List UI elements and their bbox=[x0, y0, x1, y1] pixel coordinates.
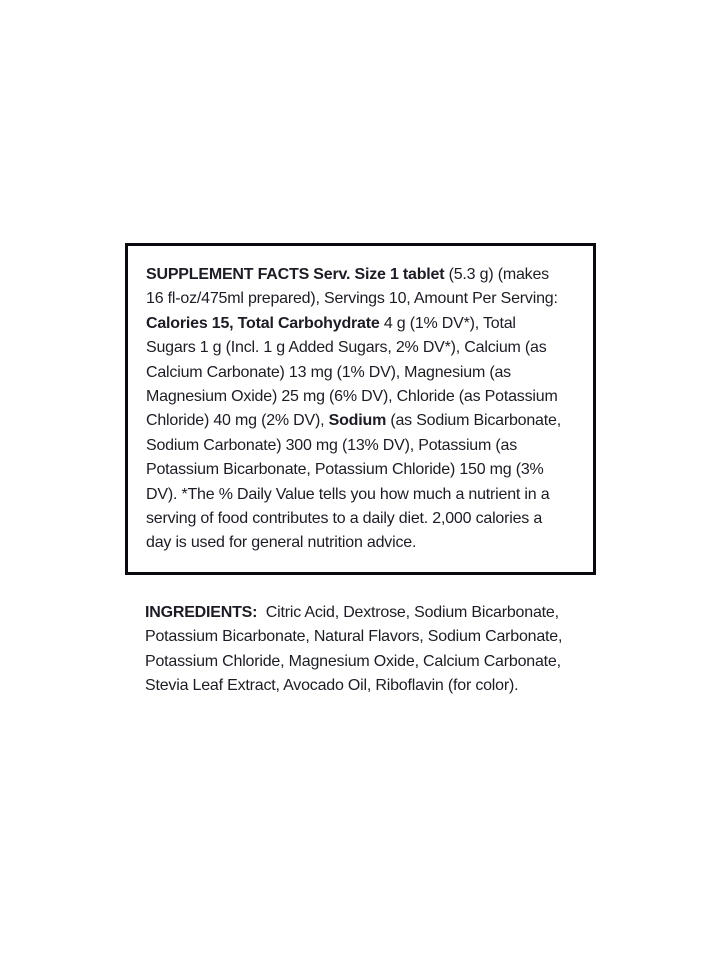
text-segment: Potassium Chloride, Magnesium Oxide, Calcium Carbonate, bbox=[145, 652, 561, 670]
text-segment: 16 fl-oz/475ml prepared), Servings 10, Amount Per Serving: bbox=[146, 290, 558, 308]
text-line bbox=[146, 263, 585, 287]
text-segment: Stevia Leaf Extract, Avocado Oil, Riboflavin (for color). bbox=[145, 677, 519, 695]
text-line bbox=[146, 483, 585, 507]
text-line bbox=[146, 336, 585, 360]
bold-text-segment: INGREDIENTS: bbox=[145, 604, 258, 621]
supplement-facts-text bbox=[146, 263, 585, 556]
text-line bbox=[145, 601, 605, 625]
text-segment: Sodium Carbonate) 300 mg (13% DV), Potassium (as bbox=[146, 436, 518, 454]
text-segment: Magnesium Oxide) 25 mg (6% DV), Chloride (as Potassium bbox=[146, 388, 558, 406]
bold-text-segment: SUPPLEMENT FACTS Serv. Size 1 tablet bbox=[146, 266, 445, 283]
text-segment: Potassium Bicarbonate, Potassium Chloride) 150 mg (3% bbox=[146, 461, 544, 479]
text-line bbox=[146, 409, 585, 433]
text-segment: 4 g (1% DV*), Total bbox=[379, 314, 516, 332]
bold-text-segment: Sodium bbox=[328, 412, 387, 430]
supplement-facts-box bbox=[125, 243, 596, 575]
ingredients-text bbox=[145, 601, 605, 699]
text-line bbox=[145, 650, 605, 674]
text-line bbox=[146, 361, 585, 385]
text-line bbox=[145, 674, 605, 698]
text-line bbox=[146, 385, 585, 409]
text-segment: (as Sodium Bicarbonate, bbox=[386, 412, 561, 430]
text-segment: (5.3 g) (makes bbox=[444, 266, 549, 283]
text-segment: Sugars 1 g (Incl. 1 g Added Sugars, 2% DV*), Calcium (as bbox=[146, 339, 547, 357]
text-line bbox=[146, 507, 585, 531]
text-segment: Citric Acid, Dextrose, Sodium Bicarbonate, bbox=[257, 604, 559, 621]
text-segment: Calcium Carbonate) 13 mg (1% DV), Magnesium (as bbox=[146, 363, 511, 381]
text-line bbox=[146, 287, 585, 311]
text-line bbox=[146, 312, 585, 336]
text-line bbox=[146, 531, 585, 555]
text-line bbox=[145, 625, 605, 649]
text-segment: Potassium Bicarbonate, Natural Flavors, Sodium Carbonate, bbox=[145, 628, 563, 646]
text-segment: DV). *The % Daily Value tells you how much a nutrient in a bbox=[146, 485, 550, 503]
text-segment: day is used for general nutrition advice. bbox=[146, 534, 417, 552]
text-line bbox=[146, 434, 585, 458]
text-segment: serving of food contributes to a daily diet. 2,000 calories a bbox=[146, 510, 543, 528]
text-line bbox=[146, 458, 585, 482]
text-segment: Chloride) 40 mg (2% DV), bbox=[146, 412, 329, 430]
bold-text-segment: Calories 15, Total Carbohydrate bbox=[146, 314, 380, 332]
